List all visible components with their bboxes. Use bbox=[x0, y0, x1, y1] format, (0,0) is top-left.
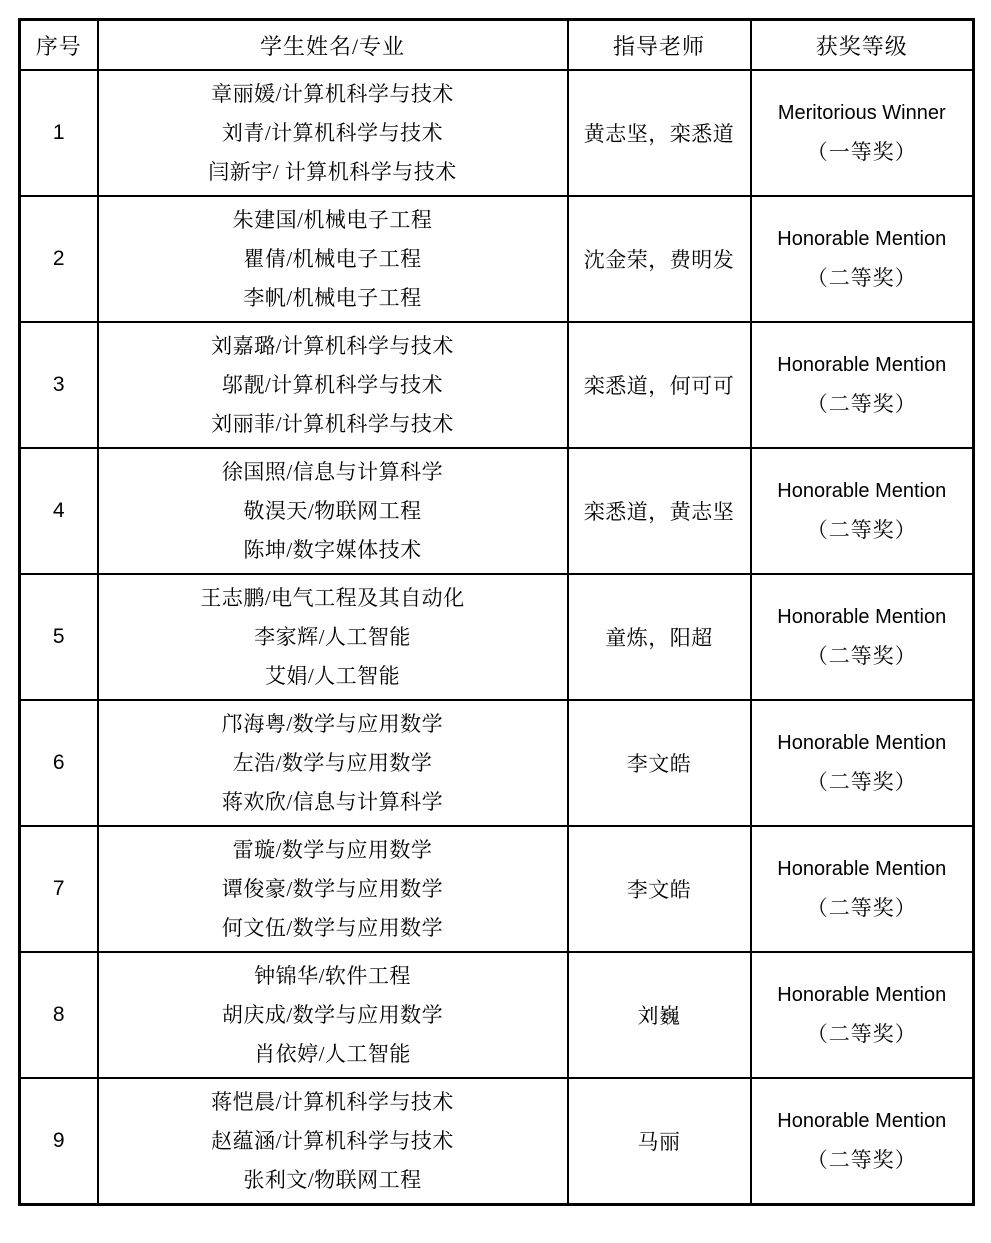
award-level-en: Honorable Mention bbox=[777, 606, 947, 628]
advisors-cell: 李文皓 bbox=[568, 700, 751, 826]
table-row bbox=[20, 700, 974, 826]
advisors-cell: 沈金荣，费明发 bbox=[568, 196, 751, 322]
student-line: 艾娟/人工智能 bbox=[264, 663, 401, 688]
student-line: 徐国照/信息与计算科学 bbox=[221, 459, 444, 484]
advisors-cell: 刘巍 bbox=[568, 952, 751, 1078]
row-number: 7 bbox=[20, 826, 98, 952]
advisors-cell: 栾悉道，何可可 bbox=[568, 322, 751, 448]
student-line: 章丽媛/计算机科学与技术 bbox=[211, 81, 454, 106]
award-cell bbox=[751, 1078, 974, 1205]
student-line: 胡庆成/数学与应用数学 bbox=[221, 1002, 444, 1027]
row-number: 5 bbox=[20, 574, 98, 700]
advisors-cell: 李文皓 bbox=[568, 826, 751, 952]
header-advisor: 指导老师 bbox=[568, 20, 751, 71]
student-line: 邝海粤/数学与应用数学 bbox=[221, 711, 444, 736]
header-number: 序号 bbox=[20, 20, 98, 71]
students-cell bbox=[98, 574, 568, 700]
award-level-en: Honorable Mention bbox=[777, 480, 947, 502]
header-student-major: 学生姓名/专业 bbox=[98, 20, 568, 71]
students-cell bbox=[98, 448, 568, 574]
award-level-cn: （二等奖） bbox=[806, 266, 917, 290]
student-line: 刘青/计算机科学与技术 bbox=[221, 120, 444, 145]
student-line: 闫新宇/ 计算机科学与技术 bbox=[208, 159, 457, 184]
awards-table-body bbox=[20, 70, 974, 1205]
advisors-cell: 马丽 bbox=[568, 1078, 751, 1205]
student-line: 赵蕴涵/计算机科学与技术 bbox=[211, 1128, 454, 1153]
table-row bbox=[20, 952, 974, 1078]
row-number: 6 bbox=[20, 700, 98, 826]
student-line: 李家辉/人工智能 bbox=[254, 624, 411, 649]
table-row bbox=[20, 196, 974, 322]
award-level-en: Honorable Mention bbox=[777, 858, 947, 880]
award-cell bbox=[751, 448, 974, 574]
student-line: 朱建国/机械电子工程 bbox=[232, 207, 433, 232]
award-level-cn: （二等奖） bbox=[806, 770, 917, 794]
award-cell bbox=[751, 322, 974, 448]
student-line: 瞿倩/机械电子工程 bbox=[243, 246, 422, 271]
advisors-cell: 栾悉道，黄志坚 bbox=[568, 448, 751, 574]
student-line: 李帆/机械电子工程 bbox=[243, 285, 422, 310]
award-level-cn: （二等奖） bbox=[806, 1148, 917, 1172]
student-line: 敬淏天/物联网工程 bbox=[243, 498, 422, 523]
table-row bbox=[20, 574, 974, 700]
student-line: 王志鹏/电气工程及其自动化 bbox=[200, 585, 465, 610]
table-row bbox=[20, 826, 974, 952]
award-level-cn: （二等奖） bbox=[806, 518, 917, 542]
row-number: 3 bbox=[20, 322, 98, 448]
student-line: 张利文/物联网工程 bbox=[243, 1167, 422, 1192]
award-level-cn: （二等奖） bbox=[806, 896, 917, 920]
award-level-en: Honorable Mention bbox=[777, 354, 947, 376]
advisors-cell: 童炼，阳超 bbox=[568, 574, 751, 700]
student-line: 陈坤/数字媒体技术 bbox=[243, 537, 422, 562]
row-number: 9 bbox=[20, 1078, 98, 1205]
row-number: 8 bbox=[20, 952, 98, 1078]
award-level-en: Honorable Mention bbox=[777, 984, 947, 1006]
award-level-en: Honorable Mention bbox=[777, 1110, 947, 1132]
award-level-cn: （二等奖） bbox=[806, 392, 917, 416]
award-level-cn: （二等奖） bbox=[806, 644, 917, 668]
table-row bbox=[20, 322, 974, 448]
student-line: 谭俊豪/数学与应用数学 bbox=[221, 876, 444, 901]
students-cell bbox=[98, 700, 568, 826]
award-level-en: Honorable Mention bbox=[777, 732, 947, 754]
students-cell bbox=[98, 196, 568, 322]
row-number: 2 bbox=[20, 196, 98, 322]
students-cell bbox=[98, 322, 568, 448]
student-line: 左浩/数学与应用数学 bbox=[232, 750, 433, 775]
table-row bbox=[20, 1078, 974, 1205]
student-line: 邬靓/计算机科学与技术 bbox=[221, 372, 444, 397]
award-cell bbox=[751, 574, 974, 700]
student-line: 雷璇/数学与应用数学 bbox=[232, 837, 433, 862]
table-row bbox=[20, 70, 974, 196]
table-row bbox=[20, 448, 974, 574]
students-cell bbox=[98, 952, 568, 1078]
award-level-en: Honorable Mention bbox=[777, 228, 947, 250]
header-award-level: 获奖等级 bbox=[751, 20, 974, 71]
award-cell bbox=[751, 70, 974, 196]
award-level-cn: （二等奖） bbox=[806, 1022, 917, 1046]
award-cell bbox=[751, 700, 974, 826]
row-number: 1 bbox=[20, 70, 98, 196]
awards-table bbox=[18, 18, 975, 1206]
students-cell bbox=[98, 1078, 568, 1205]
award-cell bbox=[751, 952, 974, 1078]
advisors-cell: 黄志坚，栾悉道 bbox=[568, 70, 751, 196]
student-line: 蒋恺晨/计算机科学与技术 bbox=[211, 1089, 454, 1114]
award-level-cn: （一等奖） bbox=[806, 140, 917, 164]
students-cell bbox=[98, 70, 568, 196]
header-row bbox=[20, 20, 974, 71]
award-cell bbox=[751, 196, 974, 322]
students-cell bbox=[98, 826, 568, 952]
student-line: 何文伍/数学与应用数学 bbox=[221, 915, 444, 940]
student-line: 刘丽菲/计算机科学与技术 bbox=[211, 411, 454, 436]
student-line: 刘嘉璐/计算机科学与技术 bbox=[211, 333, 454, 358]
award-level-en: Meritorious Winner bbox=[777, 102, 946, 124]
award-cell bbox=[751, 826, 974, 952]
student-line: 蒋欢欣/信息与计算科学 bbox=[221, 789, 444, 814]
student-line: 肖依婷/人工智能 bbox=[254, 1041, 411, 1066]
student-line: 钟锦华/软件工程 bbox=[254, 963, 411, 988]
row-number: 4 bbox=[20, 448, 98, 574]
